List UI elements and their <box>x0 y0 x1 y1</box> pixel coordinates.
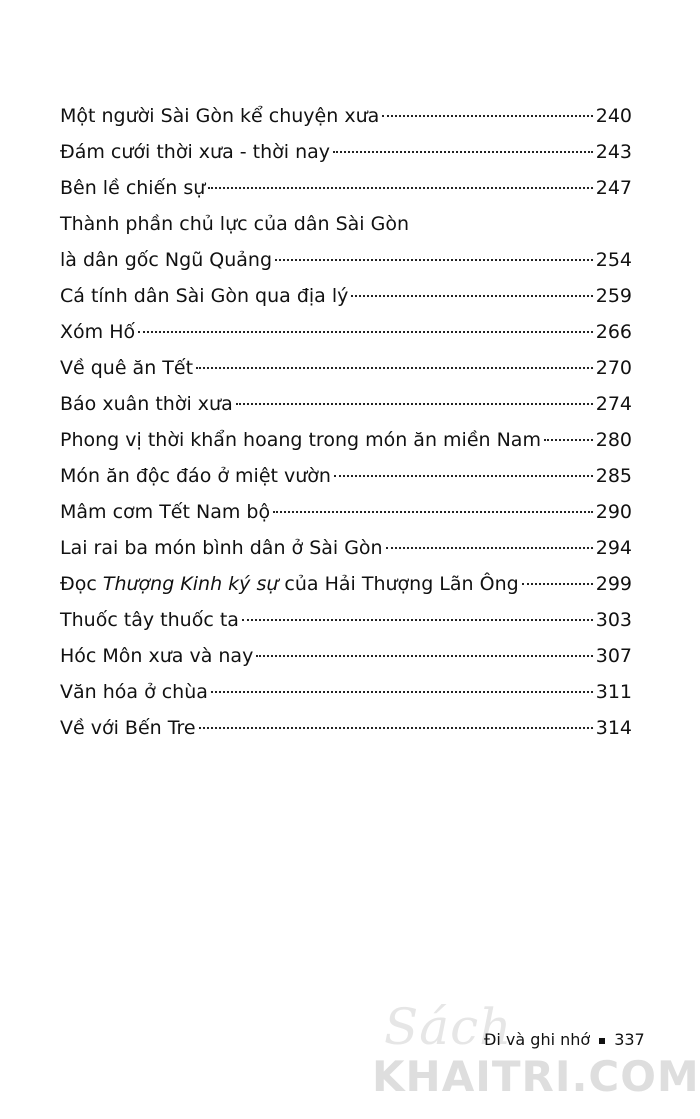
toc-entry-title: Phong vị thời khẩn hoang trong món ăn miền Nam <box>60 429 541 451</box>
toc-entry <box>60 530 632 566</box>
toc-entry-page: 303 <box>595 609 632 631</box>
toc-entry <box>60 566 632 602</box>
toc-entry-page: 243 <box>595 141 632 163</box>
toc-entry-title: Cá tính dân Sài Gòn qua địa lý <box>60 285 349 307</box>
dot-leader <box>208 187 592 189</box>
toc-entry <box>60 386 632 422</box>
dot-leader <box>256 655 592 657</box>
toc-entry-title: Văn hóa ở chùa <box>60 681 208 703</box>
toc-entry <box>60 170 632 206</box>
toc-entry-page: 307 <box>595 645 632 667</box>
toc-entry-title: Về quê ăn Tết <box>60 357 194 379</box>
toc-title-italic: Thượng Kinh ký sự <box>102 573 279 595</box>
toc-entry-title: Thuốc tây thuốc ta <box>60 609 239 631</box>
page-number: 337 <box>614 1030 645 1049</box>
page-footer <box>484 1030 645 1049</box>
toc-entry <box>60 638 632 674</box>
dot-leader <box>273 511 593 513</box>
toc-entry <box>60 134 632 170</box>
toc-entry-title: Một người Sài Gòn kể chuyện xưa <box>60 105 380 127</box>
dot-leader <box>333 151 593 153</box>
toc-entry-page: 290 <box>595 501 632 523</box>
dot-leader <box>351 295 592 297</box>
toc-entry <box>60 494 632 530</box>
toc-entry-title <box>60 566 519 602</box>
dot-leader <box>522 583 593 585</box>
dot-leader <box>211 691 593 693</box>
toc-entry <box>60 458 632 494</box>
toc-entry-page: 311 <box>595 681 632 703</box>
toc-entry <box>60 710 632 746</box>
toc-entry-page: 285 <box>595 465 632 487</box>
toc-entry <box>60 314 632 350</box>
toc-entry-title: Xóm Hố <box>60 321 136 343</box>
dot-leader <box>386 547 593 549</box>
separator-square <box>599 1038 605 1044</box>
toc-entry-title: Mâm cơm Tết Nam bộ <box>60 501 271 523</box>
book-title: Đi và ghi nhớ <box>484 1030 591 1049</box>
toc-entry <box>60 422 632 458</box>
toc-entry-page: 314 <box>595 717 632 739</box>
toc-entry-page: 247 <box>595 177 632 199</box>
toc-entry-page: 270 <box>595 357 632 379</box>
table-of-contents <box>60 98 632 746</box>
toc-entry <box>60 602 632 638</box>
toc-entry-page: 274 <box>595 393 632 415</box>
toc-entry-page: 240 <box>595 105 632 127</box>
dot-leader <box>334 475 593 477</box>
toc-title-suffix: của Hải Thượng Lãn Ông <box>278 573 519 595</box>
dot-leader <box>544 439 593 441</box>
dot-leader <box>382 115 592 117</box>
toc-entry-page: 266 <box>595 321 632 343</box>
dot-leader <box>199 727 593 729</box>
dot-leader <box>138 331 593 333</box>
toc-title-prefix: Đọc <box>60 573 103 595</box>
toc-entry-title: Đám cưới thời xưa - thời nay <box>60 141 331 163</box>
toc-entry-title-line2: là dân gốc Ngũ Quảng <box>60 249 273 271</box>
watermark-script: Sách <box>384 998 513 1056</box>
toc-entry-title: Về với Bến Tre <box>60 717 196 739</box>
toc-entry-title: Món ăn độc đáo ở miệt vườn <box>60 465 331 487</box>
toc-entry-page: 299 <box>595 573 632 595</box>
dot-leader <box>242 619 593 621</box>
toc-entry-title: Hóc Môn xưa và nay <box>60 645 254 667</box>
toc-entry-page: 294 <box>595 537 632 559</box>
toc-entry-title: Báo xuân thời xưa <box>60 393 233 415</box>
toc-entry-title: Bên lề chiến sự <box>60 177 206 199</box>
dot-leader <box>196 367 593 369</box>
dot-leader <box>275 259 593 261</box>
toc-entry <box>60 98 632 134</box>
toc-entry <box>60 206 632 278</box>
toc-entry-page: 280 <box>595 429 632 451</box>
toc-entry-page: 259 <box>595 285 632 307</box>
toc-entry-title-line1: Thành phần chủ lực của dân Sài Gòn <box>60 213 409 235</box>
toc-entry <box>60 674 632 710</box>
toc-entry <box>60 350 632 386</box>
toc-entry-page: 254 <box>595 249 632 271</box>
toc-entry <box>60 278 632 314</box>
toc-entry-title: Lai rai ba món bình dân ở Sài Gòn <box>60 537 383 559</box>
dot-leader <box>236 403 593 405</box>
watermark-logo: KHAITRI.COM <box>372 1052 700 1101</box>
